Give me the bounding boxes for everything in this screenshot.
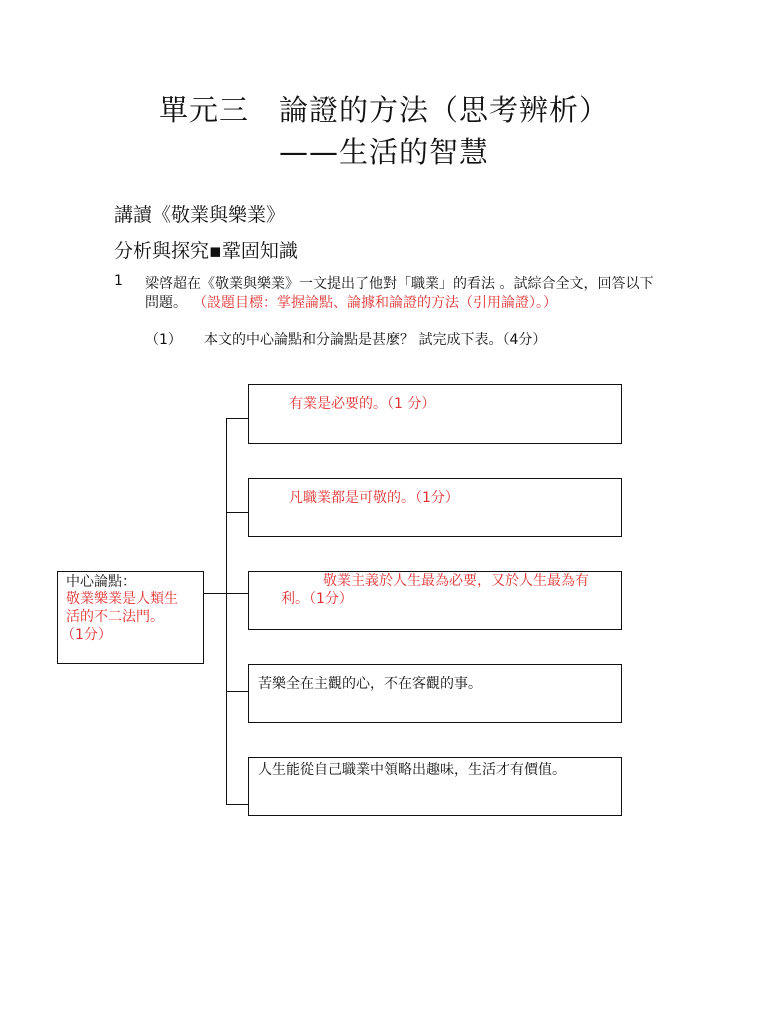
connector-vertical	[226, 418, 227, 804]
sub-point-box-5	[248, 757, 622, 816]
question-number: 1	[114, 273, 123, 289]
central-thesis-answer-line1: 敬業樂業是人類生	[66, 591, 178, 607]
central-thesis-label: 中心論點：	[66, 574, 136, 590]
sub-point-text: 苦樂全在主觀的心，不在客觀的事。	[258, 676, 482, 692]
sub-point-box-4	[248, 664, 622, 723]
central-thesis-box	[57, 571, 204, 664]
central-thesis-score: （1分）	[61, 627, 112, 643]
reading-heading: 講讀《敬業與樂業》	[114, 204, 286, 226]
sub-point-box-1	[248, 384, 622, 444]
sub-point-text-line2: 利。（1分）	[281, 591, 353, 607]
sub-point-box-2	[248, 478, 622, 537]
connector-branch-5	[226, 804, 249, 805]
subquestion-text: 本文的中心論點和分論點是甚麼？ 試完成下表。（4分）	[204, 332, 547, 348]
question-goal: （設題目標：掌握論點、論據和論證的方法（引用論證）。）	[193, 295, 557, 311]
section-heading: 分析與探究▪鞏固知識	[114, 240, 298, 262]
subquestion-number: （1）	[145, 332, 182, 348]
question-text-line2: 問題。	[145, 295, 187, 311]
sub-point-text: 人生能從自己職業中領略出趣味，生活才有價值。	[258, 762, 566, 778]
sub-point-text-line1: 敬業主義於人生最為必要，又於人生最為有	[323, 573, 589, 589]
page-subtitle: ——生活的智慧	[278, 135, 489, 169]
connector-branch-4	[226, 691, 249, 692]
connector-center	[203, 593, 249, 594]
connector-branch-2	[226, 512, 249, 513]
sub-point-text: 有業是必要的。（1 分）	[289, 396, 436, 412]
sub-point-box-3	[248, 571, 622, 630]
page-title: 單元三 論證的方法（思考辨析）	[158, 93, 609, 127]
connector-branch-1	[226, 418, 249, 419]
central-thesis-answer-line2: 活的不二法門。	[66, 609, 164, 625]
question-text-line1: 梁啓超在《敬業與樂業》一文提出了他對「職業」的看法 。試綜合全文，回答以下	[145, 276, 654, 292]
sub-point-text: 凡職業都是可敬的。（1分）	[289, 490, 459, 506]
